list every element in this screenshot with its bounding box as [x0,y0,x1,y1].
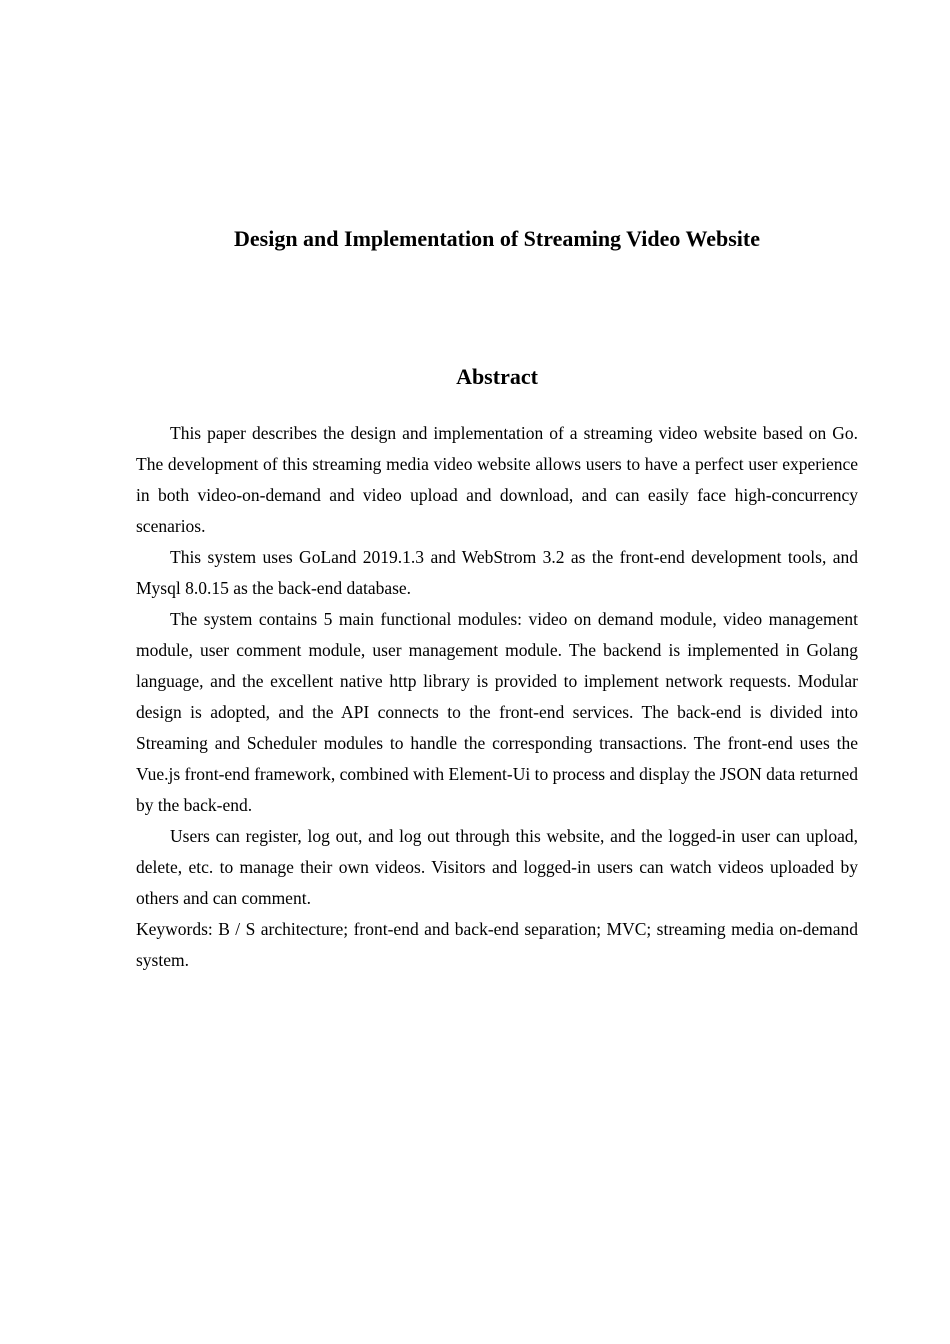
keywords-line: Keywords: B / S architecture; front-end and back-end separation; MVC; streaming media on-demand system. [136,919,858,970]
abstract-body [136,418,858,976]
abstract-paragraph-4: Users can register, log out, and log out through this website, and the logged-in user can upload, delete, etc. to manage their own videos. Visitors and logged-in users can watch videos uploaded by others and can comment. [136,826,858,908]
abstract-paragraph-2: This system uses GoLand 2019.1.3 and WebStrom 3.2 as the front-end development tools, and Mysql 8.0.15 as the back-end database. [136,547,858,598]
abstract-heading: Abstract [456,364,538,389]
page-title: Design and Implementation of Streaming Video Website [234,226,760,251]
abstract-paragraph-3: The system contains 5 main functional modules: video on demand module, video management module, user comment module, user management module. The backend is implemented in Golang language, and the excellent native http library is provided to implement network requests. Modular design is adopted, and the API connects to the front-end services. The back-end is divided into Streaming and Scheduler modules to handle the corresponding transactions. The front-end uses the Vue.js front-end framework, combined with Element-Ui to process and display the JSON data returned by the back-end. [136,609,858,815]
abstract-paragraph-1: This paper describes the design and implementation of a streaming video website based on Go. The development of this streaming media video website allows users to have a perfect user experience in both video-on-demand and video upload and download, and can easily face high-concurrency scenarios. [136,423,858,536]
